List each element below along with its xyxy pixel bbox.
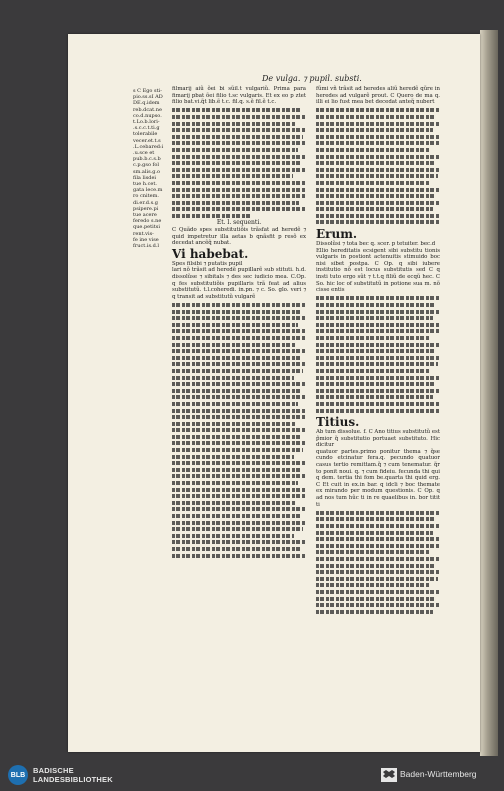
text-line: [316, 564, 435, 568]
gloss-line: reb.dcat.ne: [133, 106, 162, 113]
gloss-line: tue acere: [133, 212, 157, 219]
text-line: [316, 323, 440, 327]
text-line: [316, 168, 440, 172]
bw-coat-of-arms-icon: [381, 768, 397, 782]
text-line: [172, 494, 305, 498]
text-line: [316, 194, 436, 198]
text-line: [316, 349, 435, 353]
gloss-line: co.d.nupso.: [133, 112, 162, 119]
text-line: [316, 511, 440, 515]
text-line: [316, 316, 433, 320]
text-line: [316, 382, 436, 386]
text-line: [172, 201, 299, 205]
text-line: [316, 188, 440, 192]
column-b-heading-tail: Dissolũsi ⁊ tota bec q. scer. p tetuiter. bec.d: [316, 241, 436, 248]
text-line: [172, 409, 306, 413]
text-line: [316, 409, 439, 413]
text-line: [172, 122, 295, 126]
column-b-intro: fũmi vñ trãsit ad heredes aliũ heredẽ qũre in heredes ad vulgarẽ prout. C Quero de ma q. illi ei lio fust mea bet decedat anteq̃ nubert: [316, 86, 440, 106]
text-line: [316, 531, 433, 535]
text-line: [172, 547, 302, 551]
text-line: [172, 207, 306, 211]
text-line: [172, 474, 306, 478]
state-name: Baden-Württemberg: [400, 769, 477, 779]
text-line: [316, 161, 435, 165]
text-line: [172, 148, 298, 152]
gloss-line: fe ine vise: [133, 236, 159, 243]
text-line: [316, 590, 440, 594]
text-line: [316, 122, 440, 126]
text-line: [172, 194, 306, 198]
lemma-heading: Vi habebat.: [172, 246, 249, 261]
library-name: [33, 766, 113, 784]
column-b-heading2-tail: Ab tum dissolue. f. C Ano titius substitutũ est p̃mior q̃ substitutio portuaet substituto. Hic dicitur: [316, 429, 440, 449]
text-line: [172, 461, 306, 465]
text-line: [316, 395, 433, 399]
text-line: [172, 316, 306, 320]
text-line: [316, 155, 440, 159]
gloss-line: rent.vis-: [133, 230, 154, 237]
text-column-right: [316, 86, 440, 616]
text-line: [316, 517, 436, 521]
text-line: [172, 422, 295, 426]
text-line: [172, 349, 306, 353]
text-line: [172, 395, 306, 399]
text-line: [172, 115, 306, 119]
gloss-line: .L.cebared:i: [133, 143, 164, 150]
text-line: [316, 610, 433, 614]
text-line: [172, 488, 306, 492]
gloss-line: tue h.cet.: [133, 181, 157, 188]
column-a-summary: C Quãdo spes substitutiõis trãsfat ad heredẽ ⁊ quid impetretur illa aetas b qnãsfit p resõ ex decedat ancẽq̃ nubat.: [172, 227, 306, 247]
gloss-line: sm.alis.g.o: [133, 168, 161, 175]
text-line: [172, 501, 295, 505]
text-line: [316, 296, 440, 300]
text-line: [172, 174, 293, 178]
lemma-heading-titius: Titius.: [316, 415, 360, 430]
text-line: [316, 201, 440, 205]
text-line: [172, 481, 298, 485]
text-line: [172, 336, 305, 340]
text-line: [172, 108, 301, 112]
text-line: [316, 557, 440, 561]
text-line: [172, 554, 306, 558]
gloss-line: c.p.gso fol: [133, 162, 160, 169]
text-line: [316, 544, 439, 548]
text-line: [172, 402, 298, 406]
text-line: [316, 214, 440, 218]
text-line: [316, 570, 440, 574]
text-line: [172, 455, 294, 459]
column-b-tail: quatuor partes.primo ponitur thema ⁊ q̃se cundo etcinatur fera.q. pecundo quatuor casus tertio remittam.q̃ ⁊ cum tenematur. q̃r to ponit noui. q. ⁊ cum fideiu. fecunda thi qui q dem. tertia thi fom be.quarta thi quid erg. C Et cuit in ex.in bar. q idcli ⁊ boc themate ex mirando per modum questionis. C Op. q ad nos tum hũc ti in re quaelibus in. bor titit ti: [316, 448, 440, 508]
text-line: [172, 356, 301, 360]
section-reference: Et. l. sequenti.: [216, 219, 262, 227]
text-line: [172, 527, 303, 531]
blb-logo-icon: BLB: [8, 765, 28, 785]
text-line: [316, 303, 436, 307]
gloss-line: s C Ego sti-: [133, 88, 162, 94]
text-line: [172, 382, 306, 386]
gloss-line: gata lece.m: [133, 187, 163, 194]
marginal-gloss: [133, 88, 167, 249]
gloss-line: feredo s.ne: [133, 218, 162, 225]
text-line: [172, 310, 302, 314]
text-line: [172, 329, 306, 333]
text-line: [172, 468, 302, 472]
gloss-line: pub.b.c.s.b: [133, 156, 161, 163]
text-column-left: [172, 86, 306, 560]
gloss-line: fruct.is.d.l: [133, 243, 160, 250]
text-line: [172, 435, 301, 439]
text-line: [316, 597, 436, 601]
text-line: [172, 141, 306, 145]
text-line: [316, 369, 429, 373]
text-line: [316, 356, 440, 360]
text-line: [172, 507, 306, 511]
gloss-line: pio.ss.sI AD: [133, 94, 163, 101]
text-line: [316, 550, 430, 554]
text-line: [316, 376, 440, 380]
gloss-line: vecer.et.t.s: [133, 137, 161, 144]
text-line: [316, 343, 440, 347]
text-line: [172, 181, 306, 185]
text-line: [316, 336, 430, 340]
text-line: [316, 402, 440, 406]
text-line: [316, 583, 429, 587]
text-line: [316, 329, 439, 333]
gloss-line: .s.c.c.t.ti.g: [133, 125, 160, 132]
text-line: [172, 389, 302, 393]
text-line: [172, 168, 306, 172]
library-name-line1: BADISCHE: [33, 766, 74, 775]
gloss-line: psipere.pi: [133, 205, 159, 212]
text-line: [172, 428, 306, 432]
gloss-line: .u.sce et: [133, 150, 155, 157]
text-line: [172, 161, 302, 165]
text-line: [316, 115, 436, 119]
text-line: [172, 540, 306, 544]
text-line: [316, 524, 440, 528]
text-line: [172, 448, 303, 452]
text-line: [316, 577, 438, 581]
text-line: [316, 128, 433, 132]
library-name-line2: LANDESBIBLIOTHEK: [33, 775, 113, 784]
text-line: [316, 174, 438, 178]
lemma-heading: Erum.: [316, 227, 358, 242]
gloss-line: fila lisdei: [133, 174, 157, 181]
text-line: [172, 155, 306, 159]
text-line: [316, 310, 440, 314]
footer-bar: [0, 758, 504, 791]
text-line: [172, 441, 306, 445]
text-line: [316, 207, 433, 211]
text-line: [316, 148, 430, 152]
gloss-line: DE.q.idem: [133, 100, 160, 107]
text-line: [172, 415, 305, 419]
column-a-heading-tail: Spes filsibi ⁊ putatis pupil: [172, 260, 243, 267]
text-line: [172, 323, 298, 327]
text-line: [316, 362, 438, 366]
text-line: [316, 135, 440, 139]
text-line: [316, 181, 429, 185]
column-a-body: lari nõ trãsit ad heredẽ pupillarẽ sub stituti. h.d. dissolũse ⁊ sibitals ⁊ des sec iudicio mea. C.Op. q fes substitutiõis pupillaris trã feat ad alius substitutũ. t.l.coheredi. in.pn. ⁊ c. So. glo. veri ⁊ q transit ad substitutũ vulgarẽ: [172, 267, 306, 300]
text-line: [172, 514, 301, 518]
text-line: [172, 376, 294, 380]
gloss-line: di.er.d.s.g: [133, 199, 158, 206]
text-line: [172, 135, 303, 139]
text-line: [316, 108, 440, 112]
text-line: [172, 343, 295, 347]
text-line: [316, 141, 439, 145]
text-line: [316, 537, 440, 541]
text-line: [172, 128, 306, 132]
gloss-line: tolerabile: [133, 131, 158, 138]
gloss-line: ro cnitem.: [133, 193, 159, 200]
text-line: [172, 362, 306, 366]
text-line: [172, 369, 303, 373]
column-a-intro: filmarij aiũ õei bi sũil.t vulgariũ. Prima para fimarij pbat õei filio t.sc vulgaris. Et ex eo p ztet filio bat.vi.q̃t lib.ẽ t.c. fil.q. s.ẽ fil.ẽ t.c.: [172, 86, 306, 106]
running-head: De vulga. ⁊ pupil. substi.: [262, 74, 362, 83]
text-line: [172, 303, 306, 307]
text-line: [172, 214, 252, 218]
book-page-edge: [480, 30, 498, 756]
text-line: [316, 389, 440, 393]
column-b-body: Ellio hereditatis ecsigent sibi substitu tionis vulgaris in postiont actenuitis stimuido boc nisi sibet postpa. C Op. q sibi iubere institutio nõ est locus substitutis sed C q insti tuto ergo sũt ⁊ t.t.q filiũ de ecqũ hec. C So. hic loc of substitutũ in potione sua m. nõ cisse entis: [316, 247, 440, 294]
text-line: [172, 188, 305, 192]
text-line: [172, 534, 294, 538]
gloss-line: t.Lo.b.lori-: [133, 119, 160, 126]
text-line: [316, 220, 439, 224]
text-line: [316, 603, 440, 607]
text-line: [172, 521, 306, 525]
gloss-line: que.petitsi: [133, 224, 160, 231]
